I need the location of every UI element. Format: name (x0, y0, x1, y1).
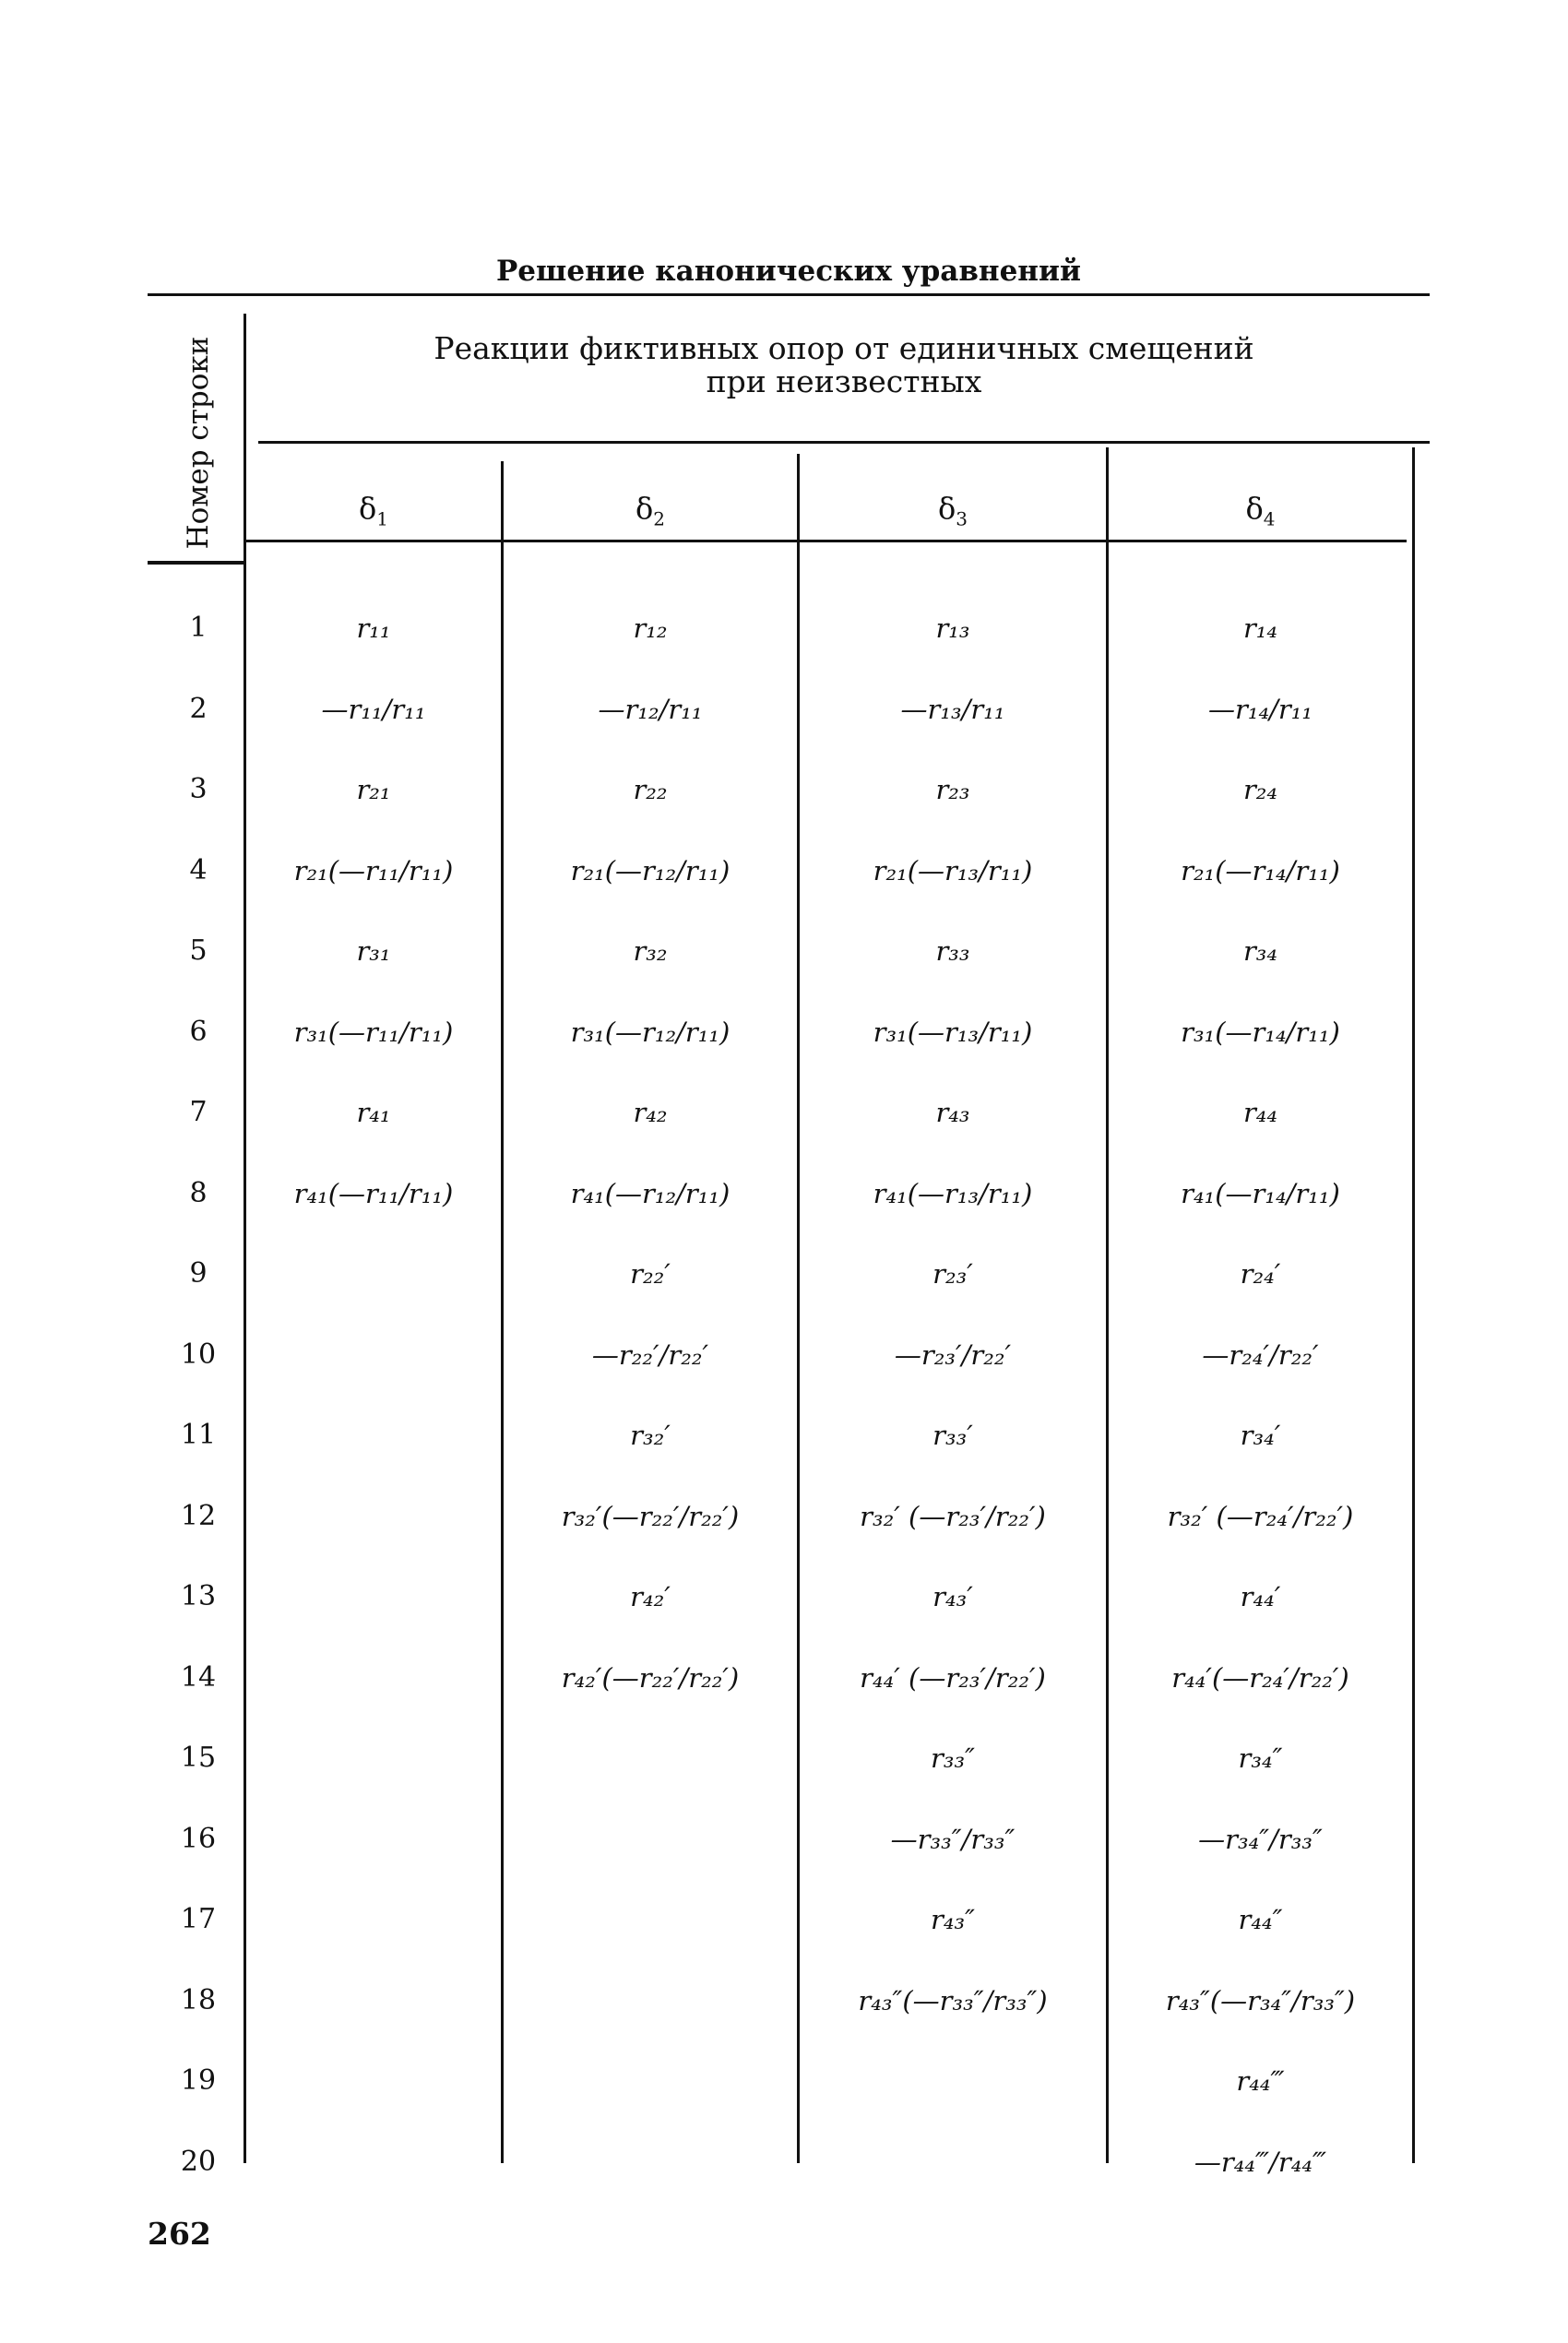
table-cell: r₃₂′(—r₂₂′/r₂₂′) (561, 1501, 740, 1532)
table-cell: r₁₃ (935, 613, 970, 644)
table-cell: r₄₁(—r₁₄/r₁₁) (1181, 1178, 1340, 1209)
table-cell: r₄₁(—r₁₁/r₁₁) (293, 1178, 454, 1209)
subcolumn-header-3: $\delta_3$ (938, 491, 968, 530)
table-cell: r₄₁(—r₁₃/r₁₁) (873, 1178, 1033, 1209)
table-cell: r₃₁(—r₁₃/r₁₁) (873, 1017, 1033, 1048)
row-number: 14 (180, 1661, 217, 1694)
table-cell: —r₁₁/r₁₁ (321, 694, 426, 725)
table-cell: r₄₄′ (1240, 1581, 1281, 1612)
table-cell: r₄₁(—r₁₂/r₁₁) (570, 1178, 731, 1209)
table-cell: r₃₃′ (932, 1420, 973, 1451)
table-cell: r₂₁(—r₁₂/r₁₁) (570, 855, 731, 886)
row-number: 12 (180, 1500, 217, 1532)
page-number: 262 (148, 2216, 211, 2252)
page-title: Решение канонических уравнений (496, 255, 1081, 288)
row-number-header (134, 332, 263, 553)
table-cell: r₃₂′ (—r₂₄′/r₂₂′) (1167, 1501, 1354, 1532)
row-number: 9 (189, 1257, 208, 1290)
column-group-title-line2: при неизвестных (706, 363, 982, 399)
table-cell: r₃₁(—r₁₁/r₁₁) (293, 1017, 454, 1048)
table-cell: r₂₁(—r₁₁/r₁₁) (293, 855, 454, 886)
row-number: 2 (189, 693, 208, 725)
row-number: 4 (189, 854, 208, 886)
subcolumn-header-2: $\delta_2$ (636, 491, 665, 530)
table-cell: r₃₂ (633, 935, 668, 967)
row-number: 6 (189, 1016, 208, 1048)
table-cell: r₄₃″(—r₃₃″/r₃₃″) (858, 1985, 1048, 2016)
subcolumn-header-1: $\delta_1$ (359, 491, 388, 530)
table-cell: r₄₂ (633, 1097, 668, 1128)
table-cell: r₁₂ (633, 613, 668, 644)
row-number: 10 (180, 1338, 217, 1371)
table-cell: —r₃₄″/r₃₃″ (1198, 1824, 1323, 1855)
table-cell: r₂₄′ (1240, 1258, 1281, 1290)
header-bottom-rule-right (244, 540, 1407, 542)
table-cell: —r₃₃″/r₃₃″ (890, 1824, 1016, 1855)
table-cell: r₂₁(—r₁₄/r₁₁) (1181, 855, 1340, 886)
table-cell: r₄₁ (356, 1097, 391, 1128)
row-number-label: Номер строки (182, 336, 215, 550)
top-rule (148, 293, 1430, 296)
table-cell: r₃₁(—r₁₄/r₁₁) (1181, 1017, 1340, 1048)
table-cell: —r₄₄‴/r₄₄‴ (1194, 2147, 1327, 2178)
col-divider-0 (244, 314, 246, 2163)
table-cell: r₃₂′ (—r₂₃′/r₂₂′) (860, 1501, 1046, 1532)
table-cell: —r₂₄′/r₂₂′ (1202, 1339, 1319, 1371)
row-number: 18 (180, 1984, 217, 2016)
table-cell: r₂₃′ (932, 1258, 973, 1290)
header-bottom-rule-left (148, 561, 244, 565)
row-number: 13 (180, 1580, 217, 1612)
row-number: 15 (180, 1742, 217, 1774)
table-cell: r₃₃ (935, 935, 970, 967)
row-number: 1 (189, 612, 208, 644)
table-cell: r₂₃ (935, 774, 970, 805)
row-number: 3 (189, 773, 208, 805)
table-cell: r₃₁ (356, 935, 391, 967)
table-cell: r₁₄ (1242, 613, 1278, 644)
table-cell: r₄₄‴ (1236, 2065, 1285, 2097)
row-number: 7 (189, 1096, 208, 1128)
table-cell: r₁₁ (356, 613, 391, 644)
table-cell: —r₁₃/r₁₁ (900, 694, 1005, 725)
table-cell: r₃₁(—r₁₂/r₁₁) (570, 1017, 731, 1048)
table-cell: r₄₄″ (1238, 1904, 1283, 1935)
table-cell: r₂₁ (356, 774, 391, 805)
table-cell: r₄₂′(—r₂₂′/r₂₂′) (561, 1662, 740, 1694)
table-cell: r₂₂′ (630, 1258, 671, 1290)
col-divider-4 (1412, 447, 1415, 2163)
table-cell: r₂₂ (633, 774, 668, 805)
row-number: 20 (180, 2146, 217, 2178)
table-cell: r₃₂′ (630, 1420, 671, 1451)
column-group-title-line1: Реакции фиктивных опор от единичных смещений (434, 330, 1254, 366)
table-cell: r₄₃″ (931, 1904, 975, 1935)
table-cell: r₃₄ (1242, 935, 1278, 967)
subcolumn-header-4: $\delta_4$ (1245, 491, 1276, 530)
row-number: 11 (180, 1419, 217, 1451)
table-cell: —r₂₃′/r₂₂′ (894, 1339, 1012, 1371)
row-number: 17 (180, 1903, 217, 1935)
row-number: 8 (189, 1177, 208, 1209)
table-cell: —r₁₂/r₁₁ (598, 694, 703, 725)
table-cell: r₄₄′ (—r₂₃′/r₂₂′) (860, 1662, 1046, 1694)
row-number: 19 (180, 2064, 217, 2097)
table-cell: r₃₄′ (1240, 1420, 1281, 1451)
table-cell: —r₁₄/r₁₁ (1208, 694, 1313, 725)
row-number: 16 (180, 1823, 217, 1855)
table-cell: r₂₁(—r₁₃/r₁₁) (873, 855, 1033, 886)
table-cell: —r₂₂′/r₂₂′ (591, 1339, 709, 1371)
header-inner-rule (258, 441, 1430, 444)
table-cell: r₄₃″(—r₃₄″/r₃₃″) (1165, 1985, 1356, 2016)
table-cell: r₃₄″ (1238, 1742, 1283, 1774)
table-cell: r₃₃″ (931, 1742, 975, 1774)
row-number: 5 (189, 934, 208, 967)
table-cell: r₄₃′ (932, 1581, 973, 1612)
table-cell: r₄₃ (935, 1097, 970, 1128)
table-cell: r₄₄′(—r₂₄′/r₂₂′) (1171, 1662, 1349, 1694)
table-cell: r₄₄ (1242, 1097, 1278, 1128)
table-cell: r₂₄ (1242, 774, 1278, 805)
table-cell: r₄₂′ (630, 1581, 671, 1612)
column-group-header (267, 332, 1420, 398)
